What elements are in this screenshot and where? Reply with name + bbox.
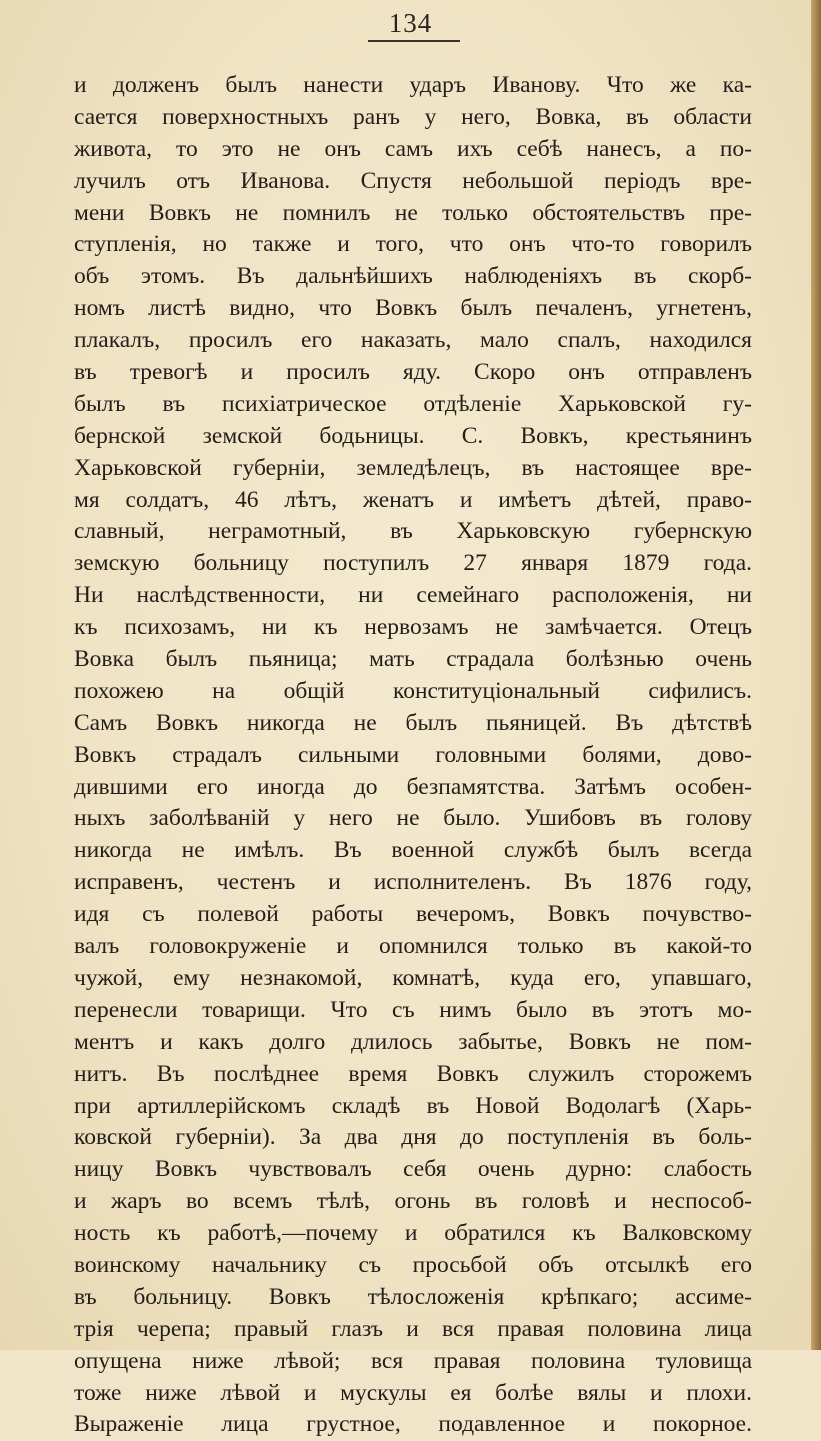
text-line: лучилъ отъ Иванова. Спустя небольшой періодъ вре- — [74, 167, 752, 194]
body-text — [74, 70, 752, 1441]
text-line: идя съ полевой работы вечеромъ, Вовкъ почувство- — [74, 901, 752, 928]
text-line: былъ въ психіатрическое отдѣленіе Харьковской гу- — [74, 390, 752, 417]
text-line: объ этомъ. Въ дальнѣйшихъ наблюденіяхъ въ скорб- — [74, 263, 752, 290]
text-line: Вовка былъ пьяница; мать страдала болѣзнью очень — [74, 646, 752, 673]
text-line: ность къ работѣ,—почему и обратился къ Валковскому — [74, 1220, 752, 1247]
text-line: и жаръ во всемъ тѣлѣ, огонь въ головѣ и неспособ- — [74, 1188, 752, 1215]
text-line: ступленія, но также и того, что онъ что-то говорилъ — [74, 231, 752, 258]
text-line: исправенъ, честенъ и исполнителенъ. Въ 1876 году, — [74, 869, 752, 896]
text-line: ковской губерніи). За два дня до поступленія въ боль- — [74, 1124, 752, 1151]
text-line: при артиллерійскомъ складѣ въ Новой Водолагѣ (Харь- — [74, 1092, 752, 1119]
text-line: тоже ниже лѣвой и мускулы ея болѣе вялы и плохи. — [74, 1379, 752, 1406]
text-line: чужой, ему незнакомой, комнатѣ, куда его, упавшаго, — [74, 964, 752, 991]
text-line: Харьковской губерніи, земледѣлецъ, въ настоящее вре- — [74, 454, 752, 481]
text-line: мени Вовкъ не помнилъ не только обстоятельствъ пре- — [74, 199, 752, 226]
text-line: и долженъ былъ нанести ударъ Иванову. Что же ка- — [74, 72, 752, 98]
text-line: въ больницу. Вовкъ тѣлосложенія крѣпкаго; ассиме- — [74, 1283, 752, 1310]
text-line: земскую больницу поступилъ 27 января 1879 года. — [74, 550, 752, 577]
text-line: перенесли товарищи. Что съ нимъ было въ этотъ мо- — [74, 996, 752, 1023]
text-line: Самъ Вовкъ никогда не былъ пьяницей. Въ дѣтствѣ — [74, 709, 752, 736]
text-line: опущена ниже лѣвой; вся правая половина туловища — [74, 1347, 752, 1374]
text-line: Вовкъ страдалъ сильными головными болями, дово- — [74, 741, 752, 768]
text-line: ницу Вовкъ чувствовалъ себя очень дурно: слабость — [74, 1156, 752, 1183]
text-line: валъ головокруженіе и опомнился только въ какой-то — [74, 933, 752, 960]
text-line: Ни наслѣдственности, ни семейнаго расположенія, ни — [74, 582, 752, 609]
text-line: къ психозамъ, ни къ нервозамъ не замѣчается. Отецъ — [74, 614, 752, 641]
text-line: Выраженіе лица грустное, подавленное и покорное. — [74, 1411, 752, 1438]
text-line: номъ листѣ видно, что Вовкъ былъ печаленъ, угнетенъ, — [74, 295, 752, 322]
text-line: воинскому начальнику съ просьбой объ отсылкѣ его — [74, 1251, 752, 1278]
text-line: дившими его иногда до безпамятства. Затѣмъ особен- — [74, 773, 752, 800]
text-line: ментъ и какъ долго длилось забытье, Вовкъ не пом- — [74, 1028, 752, 1055]
text-line: бернской земской бодьницы. С. Вовкъ, крестьянинъ — [74, 422, 752, 449]
text-line: плакалъ, просилъ его наказать, мало спалъ, находился — [74, 327, 752, 354]
text-line: трія черепа; правый глазъ и вся правая половина лица — [74, 1315, 752, 1342]
text-line: мя солдатъ, 46 лѣтъ, женатъ и имѣетъ дѣтей, право- — [74, 486, 752, 513]
text-line: въ тревогѣ и просилъ яду. Скоро онъ отправленъ — [74, 359, 752, 386]
text-line: живота, то это не онъ самъ ихъ себѣ нанесъ, а по- — [74, 135, 752, 162]
page-edge — [811, 0, 821, 1350]
text-line: славный, неграмотный, въ Харьковскую губернскую — [74, 518, 752, 545]
page-number-rule — [368, 40, 460, 42]
page-number: 134 — [388, 8, 433, 38]
text-line: ныхъ заболѣваній у него не было. Ушибовъ въ голову — [74, 805, 752, 832]
text-line: нитъ. Въ послѣднее время Вовкъ служилъ сторожемъ — [74, 1060, 752, 1087]
text-line: сается поверхностныхъ ранъ у него, Вовка, въ области — [74, 103, 752, 130]
text-line: никогда не имѣлъ. Въ военной службѣ былъ всегда — [74, 837, 752, 864]
text-line: похожею на общій конституціональный сифилисъ. — [74, 677, 752, 704]
